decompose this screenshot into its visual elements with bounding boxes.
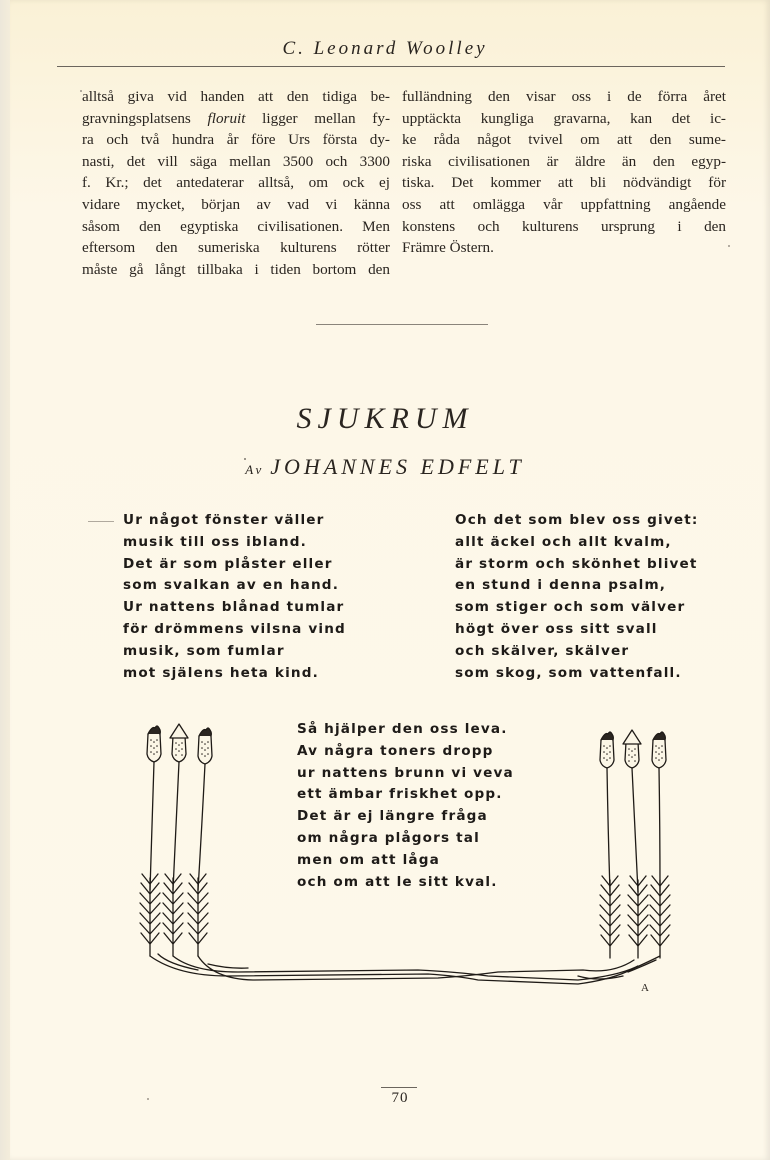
prose-line: Främre Östern.	[402, 239, 494, 257]
page-number-rule	[381, 1087, 417, 1088]
verse-line: högt över oss sitt svall	[455, 620, 658, 637]
byline-prefix: Av	[245, 462, 265, 477]
verse-line: musik, som fumlar	[123, 642, 285, 659]
stray-mark	[88, 521, 114, 522]
verse-line: allt äckel och allt kvalm,	[455, 533, 672, 550]
verse-line: ur nattens brunn vi veva	[297, 764, 514, 781]
running-head: C. Leonard Woolley	[282, 38, 488, 59]
prose-line: såsom den egyptiska civilisationen. Men	[82, 217, 390, 235]
italic-term-floruit: floruit	[207, 109, 246, 127]
prose-text: ligger mellan fy-	[245, 109, 391, 127]
verse-line: Och det som blev oss givet:	[455, 512, 699, 528]
poem-title: SJUKRUM	[296, 402, 474, 435]
page-number: 70	[391, 1090, 409, 1106]
verse-line: ett ämbar friskhet opp.	[297, 786, 503, 803]
prose-line: f. Kr.; det antedaterar alltså, om ock ej	[82, 174, 390, 192]
prose-line: nasti, det vill säga mellan 3500 och 3300	[82, 152, 390, 170]
verse-line: musik till oss ibland.	[123, 533, 307, 550]
verse-line: Det är som plåster eller	[123, 555, 333, 572]
prose-line: konstens och kulturens ursprung i den	[402, 217, 726, 235]
moss-ornament-illustration	[138, 714, 688, 994]
speck	[147, 1098, 149, 1100]
verse-line: och om att le sitt kval.	[297, 873, 498, 890]
verse-line: som skog, som vattenfall.	[455, 664, 682, 681]
prose-line: ke råda något tvivel om att den sume-	[402, 131, 726, 149]
speck	[80, 90, 82, 92]
header-rule	[57, 66, 725, 67]
verse-line: en stund i denna psalm,	[455, 577, 667, 594]
speck	[728, 245, 730, 247]
verse-line: Det är ej längre fråga	[297, 808, 488, 825]
verse-line: som svalkan av en hand.	[123, 577, 340, 594]
poem-byline	[0, 454, 770, 480]
prose-line: ra och två hundra år före Urs första dy-	[82, 131, 390, 149]
prose-line	[82, 108, 390, 130]
verse-line: Ur något fönster väller	[123, 512, 325, 528]
verse-line: mot själens heta kind.	[123, 664, 319, 681]
verse-line: för drömmens vilsna vind	[123, 620, 346, 637]
prose-line: oss att omlägga vår uppfattning angående	[402, 195, 726, 213]
poem-stanza-2	[455, 510, 698, 684]
prose-column-left	[82, 86, 390, 280]
prose-line: tiska. Det kommer att bli nödvändigt för	[402, 174, 726, 192]
poem-author: JOHANNES EDFELT	[270, 454, 525, 479]
verse-line: Av några toners dropp	[297, 742, 494, 759]
prose-line: riska civilisationen är äldre än den egyp-	[402, 152, 726, 170]
artist-monogram: A	[641, 982, 649, 994]
verse-line: Så hjälper den oss leva.	[297, 721, 508, 737]
verse-line: Ur nattens blånad tumlar	[123, 599, 345, 616]
verse-line: men om att låga	[297, 851, 440, 868]
prose-line: upptäckta kungliga gravarna, kan det ic-	[402, 109, 726, 127]
section-divider	[316, 324, 488, 325]
verse-line: är storm och skönhet blivet	[455, 555, 698, 572]
poem-stanza-1	[123, 510, 346, 684]
prose-line: fulländning den visar oss i de förra året	[402, 88, 726, 105]
verse-line: som stiger och som välver	[455, 599, 686, 616]
prose-line: alltså giva vid handen att den tidiga be-	[82, 88, 390, 105]
prose-line: måste gå långt tillbaka i tiden bortom den	[82, 260, 390, 278]
verse-line: och skälver, skälver	[455, 642, 630, 659]
prose-text: gravningsplatsens	[82, 109, 208, 127]
prose-column-right	[402, 86, 726, 259]
prose-line: eftersom den sumeriska kulturens rötter	[82, 239, 390, 257]
verse-line: om några plågors tal	[297, 829, 480, 846]
prose-line: vidare mycket, början av vad vi känna	[82, 195, 390, 213]
